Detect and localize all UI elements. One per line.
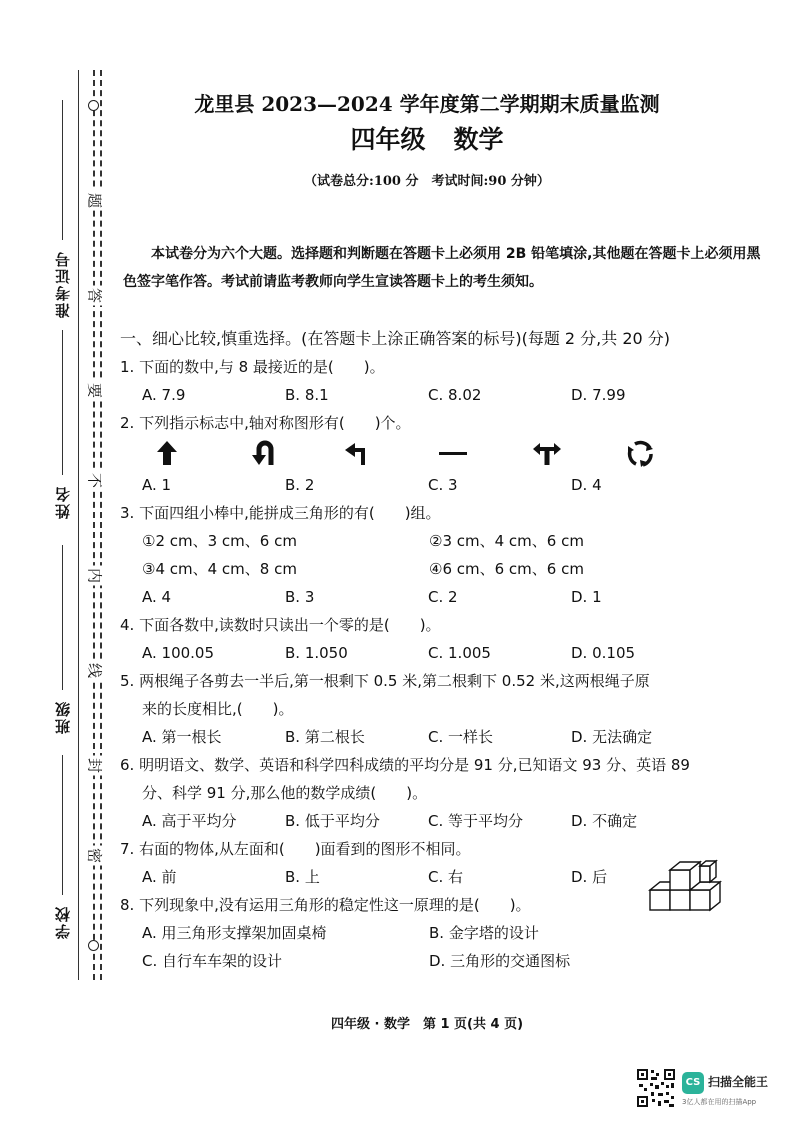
stick-group: ④6 cm、6 cm、6 cm xyxy=(429,560,584,578)
question-stem: 1. 下面的数中,与 8 最接近的是( )。 xyxy=(120,358,385,376)
cube-figure-icon xyxy=(648,856,724,914)
option: D. 4 xyxy=(571,476,602,494)
left-right-turn-icon xyxy=(532,440,626,468)
option: A. 第一根长 xyxy=(142,728,222,746)
option: C. 右 xyxy=(428,868,464,886)
exam-id-label: 准考证号 xyxy=(54,250,72,318)
grade-label: 四年级 xyxy=(350,125,426,154)
exam-meta: （试卷总分:100 分 考试时间:90 分钟） xyxy=(304,174,550,189)
option: D. 1 xyxy=(571,588,602,606)
class-label: 班级 xyxy=(54,700,72,734)
binding-margin xyxy=(0,0,120,1123)
option-row xyxy=(120,471,770,499)
option-row xyxy=(120,947,770,975)
exam-title: 龙里县 2023—2024 学年度第二学期期末质量监测 xyxy=(194,92,660,116)
option: D. 无法确定 xyxy=(571,728,653,746)
option: C. 一样长 xyxy=(428,728,494,746)
option: D. 0.105 xyxy=(571,644,636,662)
sign-row xyxy=(120,437,770,471)
option: B. 3 xyxy=(285,588,315,606)
scanner-tagline: 3亿人都在用的扫描App xyxy=(682,1098,757,1106)
stick-group: ②3 cm、4 cm、6 cm xyxy=(429,532,584,550)
question-stem: 8. 下列现象中,没有运用三角形的稳定性这一原理的是( )。 xyxy=(120,896,531,914)
option: D. 三角形的交通图标 xyxy=(429,952,571,970)
seal-char: 不 xyxy=(85,471,106,491)
exam-notice: 本试卷分为六个大题。选择题和判断题在答题卡上必须用 2B 铅笔填涂,其他题在答题卡上必须用黑色签字笔作答。考试前请监考教师向学生宣读答题卡上的考生须知。 xyxy=(123,246,761,290)
option: B. 金字塔的设计 xyxy=(429,924,539,942)
option: C. 1.005 xyxy=(428,644,491,662)
exam-subtitle xyxy=(0,120,794,156)
seal-char: 要 xyxy=(85,381,106,401)
question-stem: 4. 下面各数中,读数时只读出一个零的是( )。 xyxy=(120,616,441,634)
option: A. 100.05 xyxy=(142,644,215,662)
option: D. 不确定 xyxy=(571,812,638,830)
name-label: 姓名 xyxy=(54,485,72,519)
section-title: 一、细心比较,慎重选择。(在答题卡上涂正确答案的标号)(每题 2 分,共 20 分) xyxy=(120,329,671,348)
option: A. 用三角形支撑架加固桌椅 xyxy=(142,924,327,942)
binding-hole-bottom xyxy=(88,940,99,951)
option: B. 上 xyxy=(285,868,320,886)
straight-arrow-icon xyxy=(156,440,250,468)
question-stem: 3. 下面四组小棒中,能拼成三角形的有( )组。 xyxy=(120,504,441,522)
option-row xyxy=(120,919,770,947)
option: A. 7.9 xyxy=(142,386,186,404)
cs-logo-icon: CS xyxy=(682,1072,704,1094)
dash-sign-icon xyxy=(438,440,532,468)
option-row xyxy=(120,583,770,611)
roundabout-icon xyxy=(626,440,720,468)
seal-char: 封 xyxy=(85,756,106,776)
option-row xyxy=(120,807,770,835)
page-footer: 四年级 · 数学 第 1 页(共 4 页) xyxy=(330,1017,524,1032)
option-row xyxy=(120,381,770,409)
option: A. 4 xyxy=(142,588,172,606)
option: A. 前 xyxy=(142,868,177,886)
group-row xyxy=(120,555,770,583)
option: B. 1.050 xyxy=(285,644,348,662)
option: B. 第二根长 xyxy=(285,728,365,746)
school-field xyxy=(62,755,63,895)
option: B. 低于平均分 xyxy=(285,812,380,830)
seal-char: 答 xyxy=(85,286,106,306)
binding-solid-line xyxy=(78,70,79,980)
option: C. 自行车车架的设计 xyxy=(142,952,283,970)
option: D. 7.99 xyxy=(571,386,626,404)
scanner-watermark xyxy=(636,1068,786,1112)
seal-char: 密 xyxy=(85,846,106,866)
option: D. 后 xyxy=(571,868,608,886)
subject-label: 数学 xyxy=(453,125,504,154)
question-stem: 7. 右面的物体,从左面和( )面看到的图形不相同。 xyxy=(120,840,471,858)
seal-char: 内 xyxy=(85,566,106,586)
question-stem-cont: 来的长度相比,( )。 xyxy=(142,700,294,718)
option: B. 2 xyxy=(285,476,315,494)
stick-group: ①2 cm、3 cm、6 cm xyxy=(142,532,297,550)
class-field xyxy=(62,545,63,690)
seal-char: 线 xyxy=(85,661,106,681)
school-label: 学校 xyxy=(54,905,72,939)
option: C. 3 xyxy=(428,476,458,494)
stick-group: ③4 cm、4 cm、8 cm xyxy=(142,560,297,578)
name-field xyxy=(62,330,63,475)
option: C. 2 xyxy=(428,588,458,606)
seal-char: 题 xyxy=(85,191,106,211)
option: B. 8.1 xyxy=(285,386,329,404)
option-row xyxy=(120,639,770,667)
group-row xyxy=(120,527,770,555)
option: A. 高于平均分 xyxy=(142,812,237,830)
option: C. 8.02 xyxy=(428,386,482,404)
question-stem: 2. 下列指示标志中,轴对称图形有( )个。 xyxy=(120,414,411,432)
qr-code-icon xyxy=(636,1068,676,1108)
question-stem: 5. 两根绳子各剪去一半后,第一根剩下 0.5 米,第二根剩下 0.52 米,这两根绳子原 xyxy=(120,672,650,690)
question-stem: 6. 明明语文、数学、英语和科学四科成绩的平均分是 91 分,已知语文 93 分、英语 89 xyxy=(120,756,690,774)
left-turn-icon xyxy=(344,440,438,468)
option: A. 1 xyxy=(142,476,172,494)
option-row xyxy=(120,723,770,751)
option: C. 等于平均分 xyxy=(428,812,524,830)
scanner-app-name: 扫描全能王 xyxy=(708,1075,769,1089)
question-stem-cont: 分、科学 91 分,那么他的数学成绩( )。 xyxy=(142,784,428,802)
u-turn-icon xyxy=(250,440,344,468)
